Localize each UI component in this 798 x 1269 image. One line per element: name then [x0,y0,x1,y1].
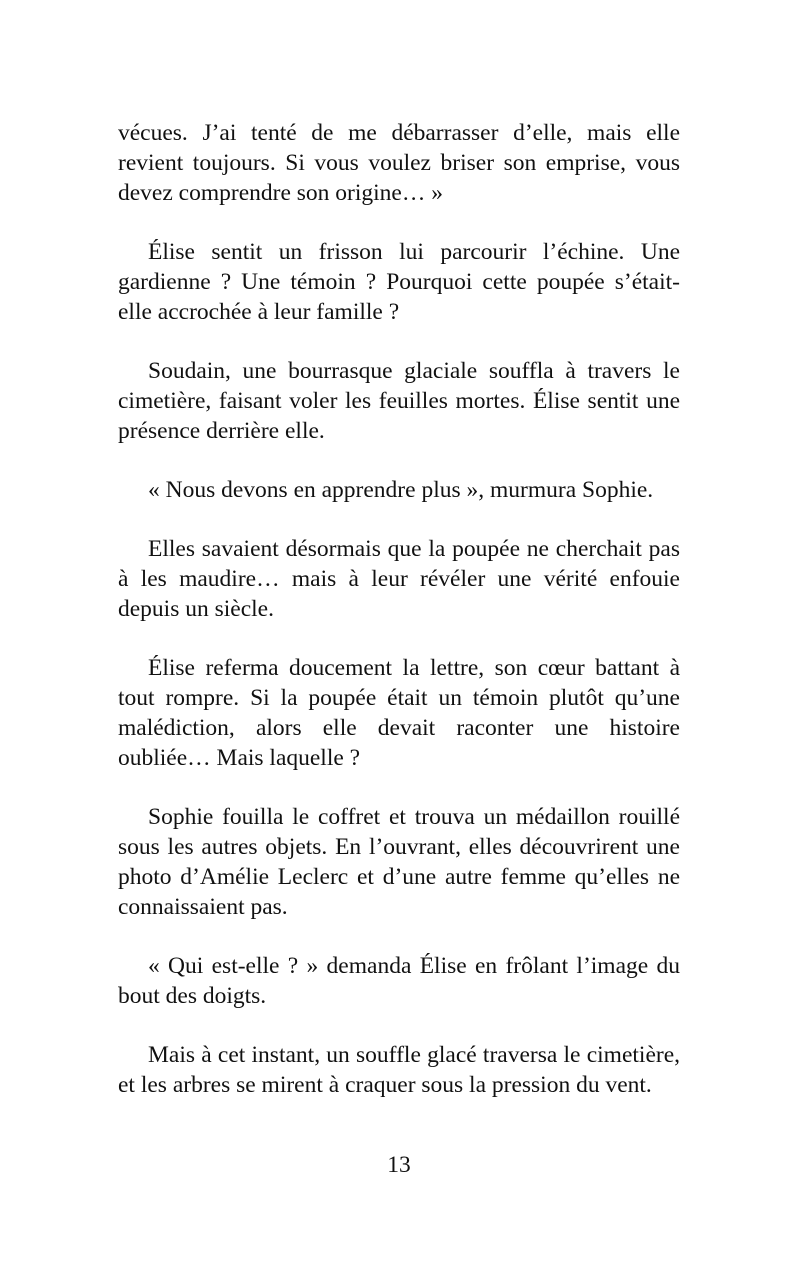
page-body [118,118,680,1129]
paragraph-sophie-murmur: « Nous devons en apprendre plus », murmura Sophie. [148,477,654,503]
paragraph-shiver: Élise sentit un frisson lui parcourir l’échine. Une gardienne ? Une témoin ? Pourquoi cette poupée s’était-elle accrochée à leur famille ? [118,239,680,325]
paragraph-question: « Qui est-elle ? » demanda Élise en frôlant l’image du bout des doigts. [118,953,680,1009]
paragraph-medallion: Sophie fouilla le coffret et trouva un médaillon rouillé sous les autres objets. En l’ouvrant, elles découvrirent une photo d’Amélie Leclerc et d’une autre femme qu’elles ne connaissaient pas. [118,804,680,920]
paragraph-continuation: vécues. J’ai tenté de me débarrasser d’elle, mais elle revient toujours. Si vous voulez briser son emprise, vous devez comprendre son origine… » [118,120,680,206]
page-number: 13 [387,1152,411,1178]
paragraph-wind: Mais à cet instant, un souffle glacé traversa le cimetière, et les arbres se mirent à craquer sous la pression du vent. [118,1042,680,1098]
paragraph-letter: Élise referma doucement la lettre, son cœur battant à tout rompre. Si la poupée était un témoin plutôt qu’une malédiction, alors elle devait raconter une histoire oubliée… Mais laquelle ? [118,655,680,771]
paragraph-truth: Elles savaient désormais que la poupée ne cherchait pas à les maudire… mais à leur révéler une vérité enfouie depuis un siècle. [118,536,680,622]
paragraph-gust: Soudain, une bourrasque glaciale souffla à travers le cimetière, faisant voler les feuilles mortes. Élise sentit une présence derrière elle. [118,358,680,444]
